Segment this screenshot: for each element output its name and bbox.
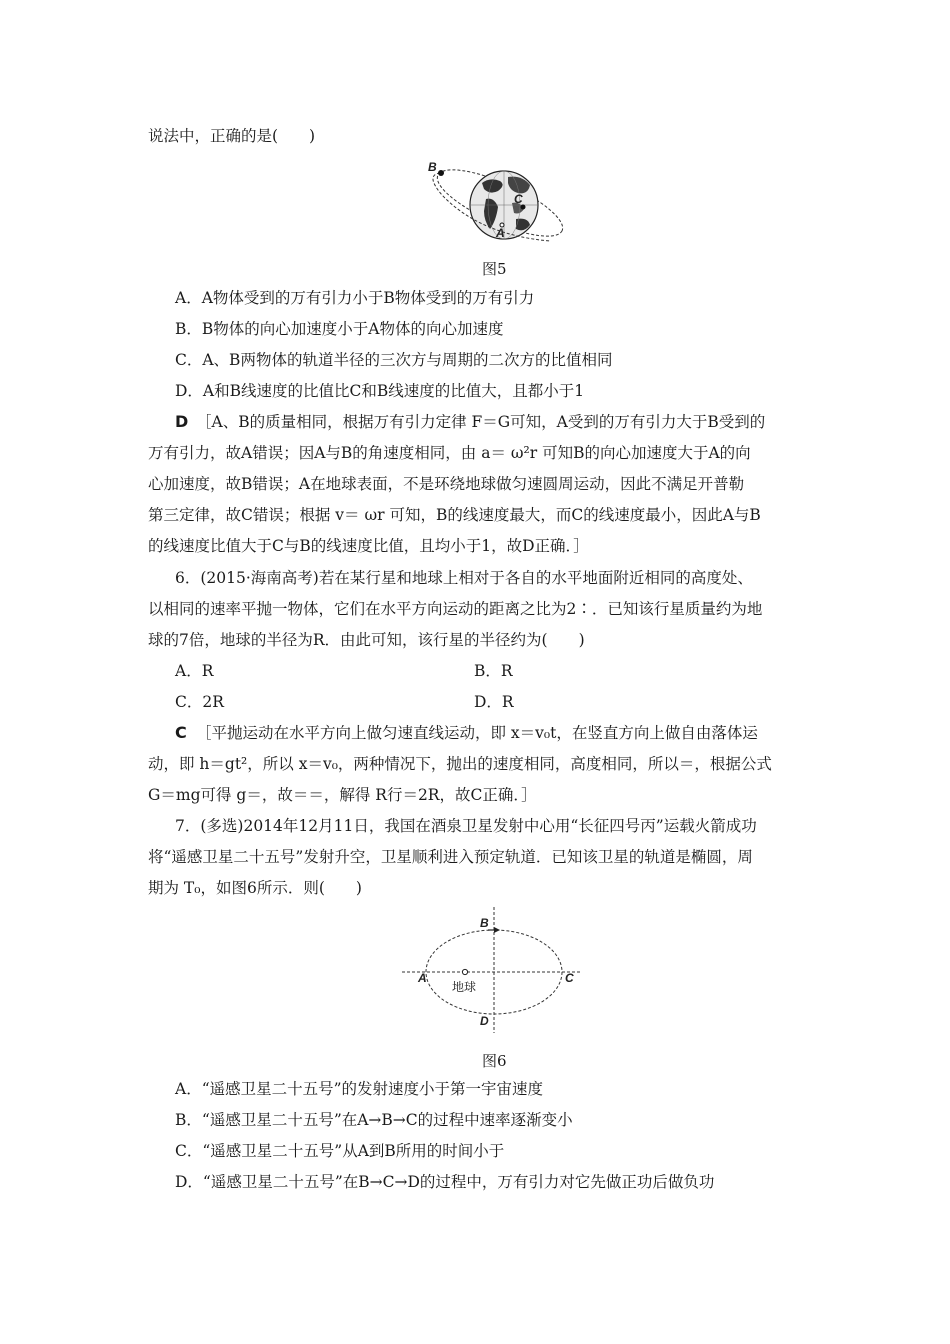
q6-option-b: B．R bbox=[474, 662, 513, 680]
q5-option-b: B．B物体的向心加速度小于A物体的向心加速度 bbox=[175, 320, 504, 338]
q7-option-b: B．“遥感卫星二十五号”在A→B→C的过程中速率逐渐变小 bbox=[175, 1111, 573, 1129]
q7-stem-line: 将“遥感卫星二十五号”发射升空，卫星顺利进入预定轨道．已知该卫星的轨道是椭圆，周 bbox=[148, 848, 753, 866]
figure-5-caption: 图5 bbox=[482, 260, 507, 278]
earth-focus bbox=[462, 969, 467, 974]
q7-stem-line: 7．(多选)2014年12月11日，我国在酒泉卫星发射中心用“长征四号丙”运载火箭成功 bbox=[175, 817, 757, 835]
label-a: A bbox=[418, 971, 427, 985]
q6-option-a: A．R bbox=[175, 662, 214, 680]
q7-stem-line: 期为 T₀，如图6所示．则( ) bbox=[148, 879, 362, 897]
label-b: B bbox=[480, 916, 489, 930]
elliptical-orbit-diagram bbox=[400, 905, 585, 1035]
point-b bbox=[438, 170, 444, 176]
label-earth: 地球 bbox=[452, 980, 477, 994]
figure-6-caption: 图6 bbox=[482, 1052, 507, 1070]
q5-explanation-line: 万有引力，故A错误；因A与B的角速度相同，由 a＝ ω²r 可知B的向心加速度大于A的向 bbox=[148, 444, 751, 462]
label-a: A bbox=[496, 226, 505, 240]
q6-stem-line: 6．(2015·海南高考)若在某行星和地球上相对于各自的水平地面附近相同的高度处、 bbox=[175, 569, 753, 587]
figure-6 bbox=[400, 905, 585, 1035]
q7-option-d: D．“遥感卫星二十五号”在B→C→D的过程中，万有引力对它先做正功后做负功 bbox=[175, 1173, 715, 1191]
q5-explanation-line: 心加速度，故B错误；A在地球表面，不是环绕地球做匀速圆周运动，因此不满足开普勒 bbox=[148, 475, 745, 493]
q7-option-a: A．“遥感卫星二十五号”的发射速度小于第一宇宙速度 bbox=[175, 1080, 544, 1098]
q5-explanation-line: 的线速度比值大于C与B的线速度比值，且均小于1，故D正确．］ bbox=[148, 537, 589, 555]
label-d: D bbox=[480, 1014, 489, 1028]
question-intro: 说法中，正确的是( ) bbox=[148, 127, 316, 145]
q6-explanation-line: 动，即 h＝gt²，所以 x＝v₀，两种情况下，抛出的速度相同，高度相同，所以＝，根据公式 bbox=[148, 755, 772, 773]
label-c: C bbox=[514, 192, 523, 206]
q6-stem-line: 以相同的速率平抛一物体，它们在水平方向运动的距离之比为2∶．已知该行星质量约为地 bbox=[148, 600, 763, 618]
q6-explanation-line: ［平抛运动在水平方向上做匀速直线运动，即 x＝v₀t，在竖直方向上做自由落体运 bbox=[196, 724, 758, 742]
q5-answer: D bbox=[175, 412, 189, 431]
figure-5 bbox=[420, 155, 570, 250]
label-b: B bbox=[428, 160, 437, 174]
q7-option-c: C．“遥感卫星二十五号”从A到B所用的时间小于 bbox=[175, 1142, 505, 1160]
q6-explanation-line: G＝mg可得 g＝，故＝＝，解得 R行＝2R，故C正确．］ bbox=[148, 786, 537, 804]
q5-option-c: C．A、B两物体的轨道半径的三次方与周期的二次方的比值相同 bbox=[175, 351, 613, 369]
q5-option-d: D．A和B线速度的比值比C和B线速度的比值大，且都小于1 bbox=[175, 382, 585, 400]
q6-stem-line: 球的7倍，地球的半径为R．由此可知，该行星的半径约为( ) bbox=[148, 631, 585, 649]
arrow-at-b bbox=[494, 927, 500, 933]
globe-orbit-diagram bbox=[420, 155, 570, 250]
q6-answer: C bbox=[175, 723, 187, 742]
q6-option-d: D．R bbox=[474, 693, 514, 711]
q6-option-c: C．2R bbox=[175, 693, 224, 711]
q5-explanation-line: 第三定律，故C错误；根据 v＝ ωr 可知，B的线速度最大，而C的线速度最小，因此A与B bbox=[148, 506, 761, 524]
q5-explanation-line: ［A、B的质量相同，根据万有引力定律 F＝G可知，A受到的万有引力大于B受到的 bbox=[196, 413, 766, 431]
label-c: C bbox=[565, 971, 574, 985]
q5-option-a: A．A物体受到的万有引力小于B物体受到的万有引力 bbox=[175, 289, 535, 307]
